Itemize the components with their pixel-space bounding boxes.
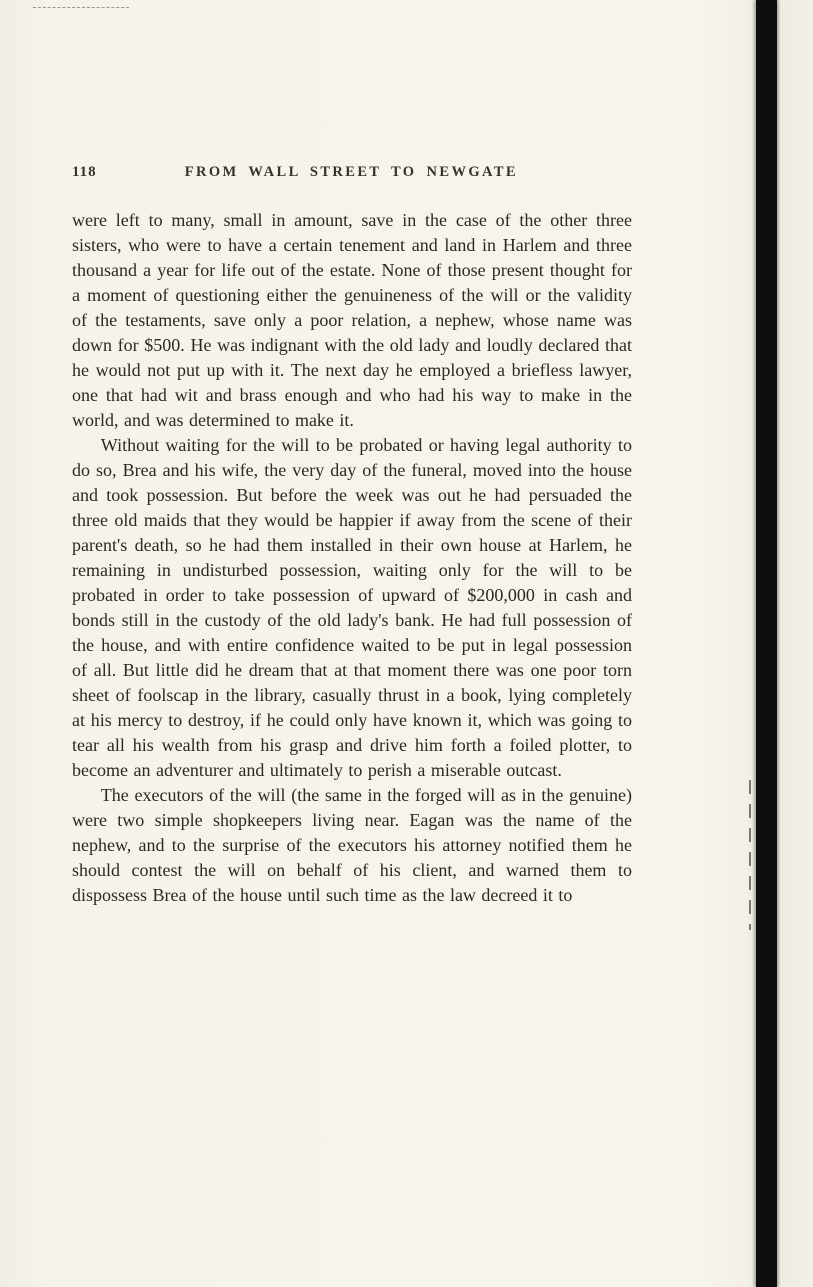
- page-number: 118: [72, 164, 97, 180]
- scan-dash-artifact: [33, 7, 129, 8]
- running-title: FROM WALL STREET TO NEWGATE: [184, 164, 518, 180]
- scan-edge-artifact: [749, 780, 751, 930]
- page-content: [72, 164, 632, 908]
- page-header: [72, 164, 632, 181]
- paragraph-2: Without waiting for the will to be probated or having legal authority to do so, Brea and his wife, the very day of the funeral, moved into the house and took possession. But before the week was out he had persuaded the three old maids that they would be happier if away from the scene of their parent's death, so he had them installed in their own house at Harlem, he remaining in undisturbed possession, waiting only for the will to be probated in order to take possession of upward of $200,000 in cash and bonds still in the custody of the old lady's bank. He had full possession of the house, and with entire confidence waited to be put in legal possession of all. But little did he dream that at that moment there was one poor torn sheet of foolscap in the library, casually thrust in a book, lying completely at his mercy to destroy, if he could only have known it, which was going to tear all his wealth from his grasp and drive him forth a foiled plotter, to become an adventurer and ultimately to perish a miserable outcast.: [72, 435, 632, 780]
- scan-gutter-shadow: [756, 0, 777, 1287]
- body-text: [72, 208, 632, 908]
- paragraph-3: The executors of the will (the same in the forged will as in the genuine) were two simple shopkeepers living near. Eagan was the name of the nephew, and to the surprise of the executors his attorney notified them he should contest the will on behalf of his client, and warned them to dispossess Brea of the house until such time as the law decreed it to: [72, 785, 632, 905]
- paragraph-1: were left to many, small in amount, save in the case of the other three sisters, who were to have a certain tenement and land in Harlem and three thousand a year for life out of the estate. None of those present thought for a moment of questioning either the genuineness of the will or the validity of the testaments, save only a poor relation, a nephew, whose name was down for $500. He was indignant with the old lady and loudly declared that he would not put up with it. The next day he employed a briefless lawyer, one that had wit and brass enough and who had his way to make in the world, and was determined to make it.: [72, 210, 632, 430]
